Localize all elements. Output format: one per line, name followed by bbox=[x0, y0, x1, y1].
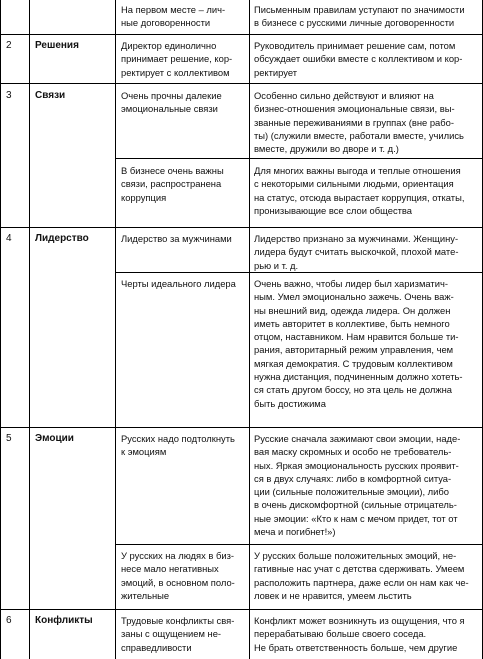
cell-explanation: Для многих важны выгода и теплые отношения с некоторыми сильными людьми, ориентация на статус, отсюда вырастает коррупция, откаты, пронизывающие все слои общества bbox=[254, 165, 465, 216]
subrow-divider bbox=[115, 544, 483, 545]
cell-explanation: Очень важно, чтобы лидер был харизматич- ным. Умел эмоционально зажечь. Очень важ- ны внешний вид, одежда лидера. Он должен иметь авторитет в коллективе, быть немного отцом, наставником. Нам нравится больше ти- рания, авторитарный режим управления, чем мягкая демократия. С трудовым коллективом нужна дистанция, подчиненным должно хотеть- ся стать другом боссу, но эта цель не должна быть достижима bbox=[254, 278, 463, 409]
cell-explanation: Руководитель принимает решение сам, потом обсуждает ошибки вместе с коллективом и кор- ректирует bbox=[254, 40, 463, 78]
row-divider bbox=[0, 34, 483, 35]
cell-feature: Черты идеального лидера bbox=[121, 278, 236, 289]
cell-feature: В бизнесе очень важны связи, распространена коррупция bbox=[121, 165, 224, 203]
row-divider bbox=[0, 83, 483, 84]
cell-explanation: Русские сначала зажимают свои эмоции, наде- вая маску скромных и особо не требователь- ных. Яркая эмоциональность русских проявит- ся в двух случаях: либо в комфортной ситуа- ции (сильные положительные эмоции), либо в очень дискомфортной (сильные отрицатель- ные эмоции: «Кто к нам с мечом придет, тот от меча и погибнет!») bbox=[254, 433, 461, 538]
row-divider bbox=[0, 427, 483, 428]
cell-number: 6 bbox=[6, 615, 12, 626]
column-divider-theme bbox=[115, 0, 116, 659]
table-border-left bbox=[0, 0, 1, 659]
column-divider-num bbox=[29, 0, 30, 659]
cell-explanation: Конфликт может возникнуть из ощущения, что я перерабатываю больше своего соседа. Не брать ответственность больше, чем другие bbox=[254, 615, 465, 653]
cell-feature: Лидерство за мужчинами bbox=[121, 233, 232, 244]
row-divider bbox=[0, 227, 483, 228]
cell-explanation: Лидерство признано за мужчинами. Женщину- лидера будут считать выскочкой, плохой мате- рью и т. д. bbox=[254, 233, 459, 271]
cell-theme: Конфликты bbox=[35, 615, 93, 626]
cell-number: 3 bbox=[6, 90, 12, 101]
cell-feature: На первом месте – лич- ные договоренности bbox=[121, 4, 226, 29]
cell-number: 4 bbox=[6, 233, 12, 244]
cell-theme: Лидерство bbox=[35, 233, 89, 244]
cell-feature: Директор единолично принимает решение, кор- ректирует с коллективом bbox=[121, 40, 233, 78]
cell-explanation: У русских больше положительных эмоций, не- гативные нас учат с детства сдерживать. Умеем расположить партнера, даже если он нам как че- ловек и не нравится, умеем льстить bbox=[254, 550, 469, 601]
subrow-divider bbox=[115, 158, 483, 159]
cell-explanation: Особенно сильно действуют и влияют на бизнес-отношения эмоциональные связи, вы- званные переживаниями в группах (вне рабо- ты) (служили вместе, работали вместе, учились вместе, дружили во дворе и т. д.) bbox=[254, 90, 464, 155]
cell-explanation: Письменным правилам уступают по значимости в бизнесе с русскими личные договоренности bbox=[254, 4, 465, 29]
cell-theme: Связи bbox=[35, 90, 66, 101]
column-divider-feature bbox=[249, 0, 250, 659]
cell-number: 5 bbox=[6, 433, 12, 444]
row-divider bbox=[0, 609, 483, 610]
subrow-divider bbox=[115, 272, 483, 273]
cell-feature: Русских надо подтолкнуть к эмоциям bbox=[121, 433, 235, 458]
cell-feature: Очень прочны далекие эмоциональные связи bbox=[121, 90, 222, 115]
cell-feature: У русских на людях в биз- несе мало негативных эмоций, в основном поло- жительные bbox=[121, 550, 235, 601]
cell-number: 2 bbox=[6, 40, 12, 51]
cell-feature: Трудовые конфликты свя- заны с ощущением не- справедливости bbox=[121, 615, 235, 653]
cell-theme: Решения bbox=[35, 40, 79, 51]
cell-theme: Эмоции bbox=[35, 433, 74, 444]
